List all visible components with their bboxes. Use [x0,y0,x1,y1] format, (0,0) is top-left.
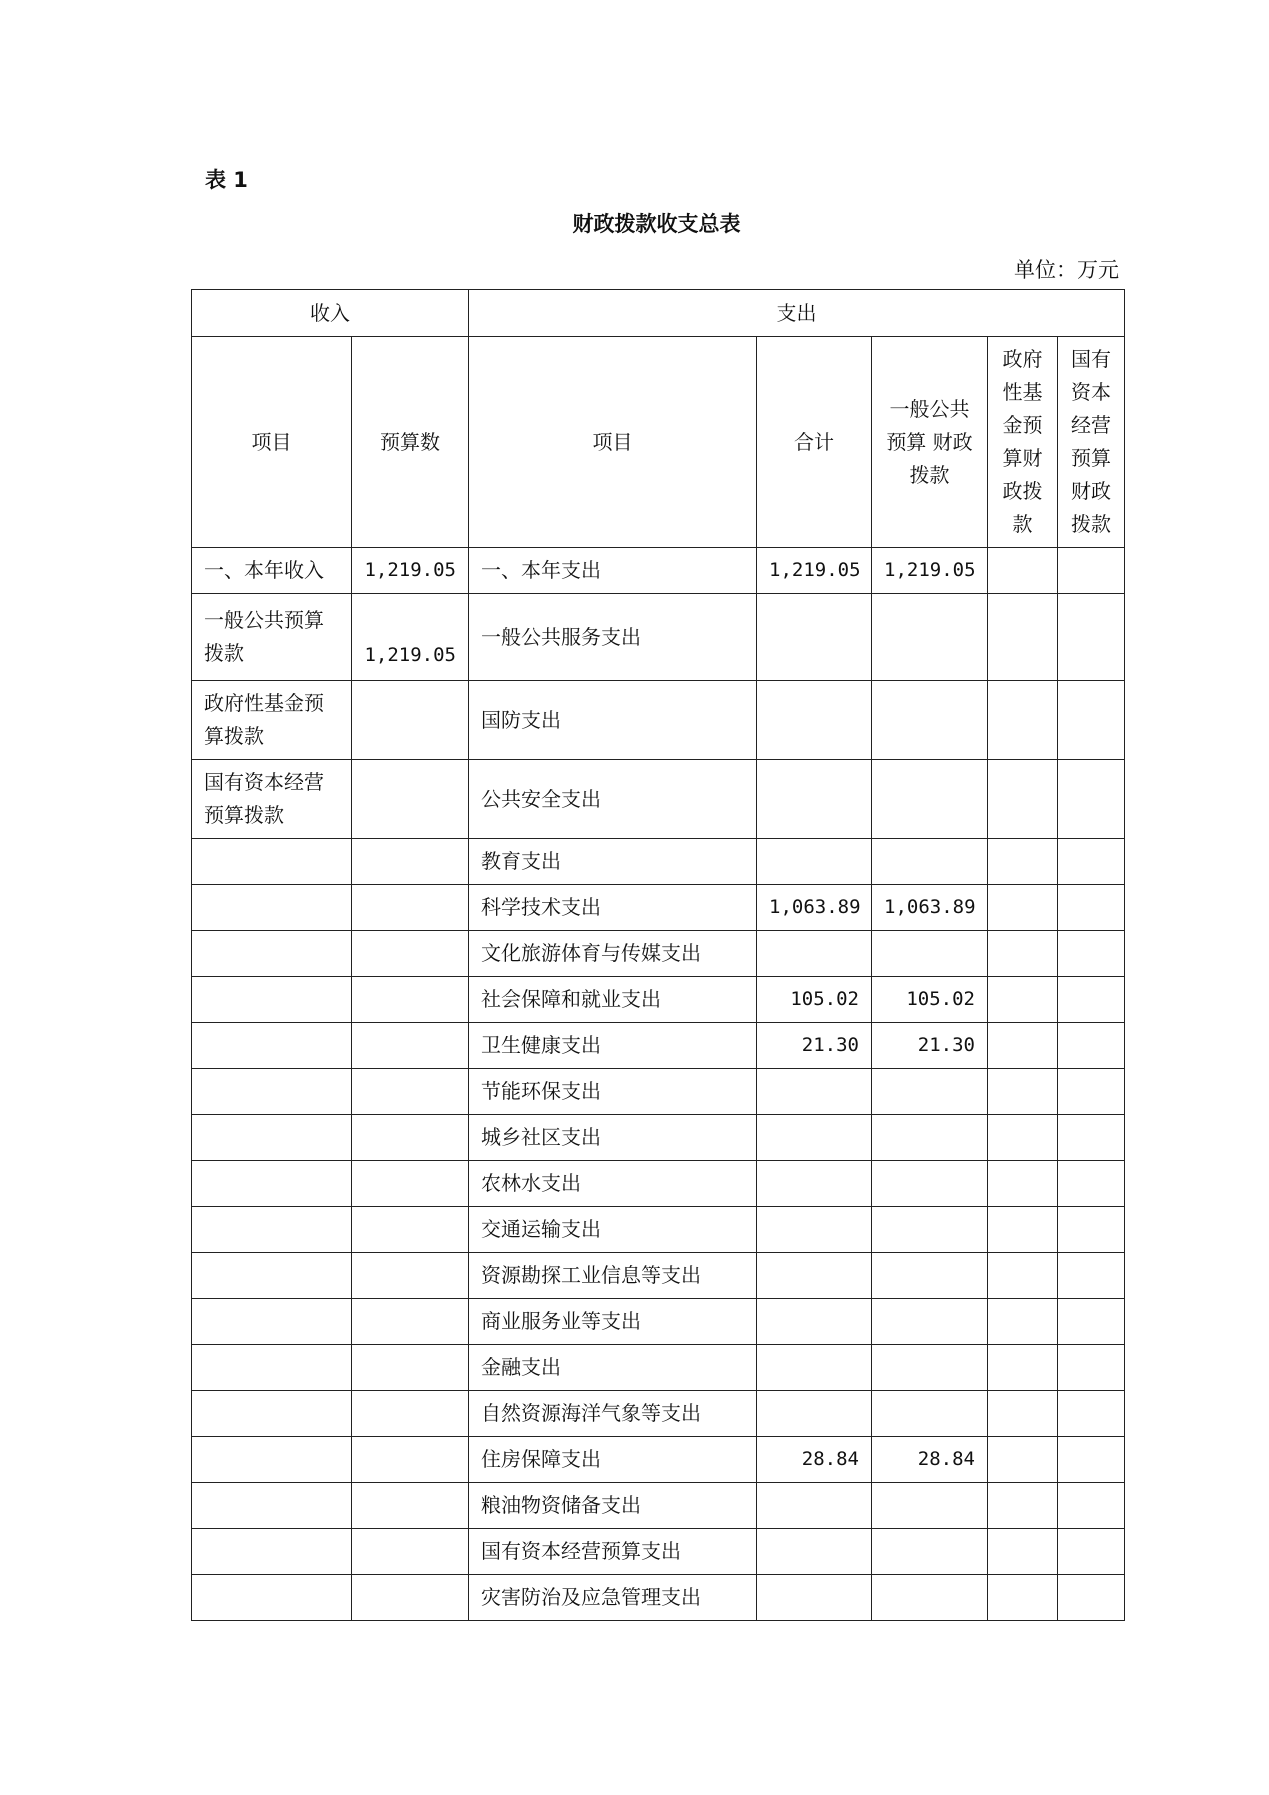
expense-item-cell: 国防支出 [469,681,757,760]
expense-gov-fund-cell [988,594,1058,681]
expense-general-cell: 28.84 [872,1437,988,1483]
expense-state-capital-cell [1058,1529,1125,1575]
header-total: 合计 [757,337,872,548]
expense-item-cell: 自然资源海洋气象等支出 [469,1391,757,1437]
expense-state-capital-cell [1058,977,1125,1023]
income-item-cell [192,1069,352,1115]
income-amount-cell [352,1069,469,1115]
expense-state-capital-cell [1058,1437,1125,1483]
table-row [192,681,1125,760]
expense-general-cell [872,1253,988,1299]
expense-total-cell [757,760,872,839]
expense-state-capital-cell [1058,1207,1125,1253]
income-amount-cell [352,977,469,1023]
expense-general-cell: 1,063.89 [872,885,988,931]
expense-general-cell [872,1345,988,1391]
expense-item-cell: 教育支出 [469,839,757,885]
table-row [192,594,1125,681]
expense-gov-fund-cell [988,1161,1058,1207]
table-row [192,1023,1125,1069]
expense-state-capital-cell [1058,1023,1125,1069]
income-item-cell: 一般公共预算拨款 [192,594,352,681]
expense-gov-fund-cell [988,1023,1058,1069]
expense-gov-fund-cell [988,885,1058,931]
income-item-cell [192,1437,352,1483]
expense-state-capital-cell [1058,594,1125,681]
expense-gov-fund-cell [988,760,1058,839]
expense-item-cell: 农林水支出 [469,1161,757,1207]
income-item-cell [192,1529,352,1575]
income-amount-cell [352,1023,469,1069]
income-amount-cell [352,885,469,931]
expense-general-cell: 1,219.05 [872,548,988,594]
expense-item-cell: 文化旅游体育与传媒支出 [469,931,757,977]
income-amount-cell [352,1391,469,1437]
expense-total-cell [757,1115,872,1161]
expense-total-cell: 1,219.05 [757,548,872,594]
expense-item-cell: 公共安全支出 [469,760,757,839]
expense-gov-fund-cell [988,1207,1058,1253]
expense-total-cell [757,1391,872,1437]
expense-general-cell: 105.02 [872,977,988,1023]
budget-table [191,289,1125,1621]
expense-gov-fund-cell [988,1575,1058,1621]
expense-gov-fund-cell [988,839,1058,885]
expense-item-cell: 国有资本经营预算支出 [469,1529,757,1575]
table-row [192,1115,1125,1161]
expense-general-cell [872,1529,988,1575]
income-amount-cell [352,1253,469,1299]
income-item-cell [192,1575,352,1621]
income-amount-cell [352,1529,469,1575]
expense-state-capital-cell [1058,681,1125,760]
expense-item-cell: 一、本年支出 [469,548,757,594]
table-row [192,1207,1125,1253]
income-item-cell: 国有资本经营预算拨款 [192,760,352,839]
expense-item-cell: 卫生健康支出 [469,1023,757,1069]
header-general-budget: 一般公共预算 财政拨款 [872,337,988,548]
income-amount-cell [352,1299,469,1345]
expense-state-capital-cell [1058,548,1125,594]
income-item-cell [192,1483,352,1529]
table-row [192,931,1125,977]
expense-general-cell [872,594,988,681]
expense-gov-fund-cell [988,1115,1058,1161]
header-gov-fund: 政府性基金预算财政拨款 [988,337,1058,548]
expense-item-cell: 资源勘探工业信息等支出 [469,1253,757,1299]
expense-item-cell: 商业服务业等支出 [469,1299,757,1345]
expense-state-capital-cell [1058,1069,1125,1115]
income-amount-cell [352,1207,469,1253]
table-row [192,1345,1125,1391]
expense-total-cell [757,1207,872,1253]
expense-item-cell: 粮油物资储备支出 [469,1483,757,1529]
expense-gov-fund-cell [988,1345,1058,1391]
income-item-cell [192,1161,352,1207]
expense-total-cell: 105.02 [757,977,872,1023]
expense-total-cell [757,931,872,977]
expense-general-cell [872,1391,988,1437]
income-item-cell [192,1299,352,1345]
expense-general-cell [872,760,988,839]
income-amount-cell [352,1437,469,1483]
expense-total-cell [757,1483,872,1529]
table-row [192,1529,1125,1575]
table-row [192,1069,1125,1115]
expense-gov-fund-cell [988,1253,1058,1299]
expense-general-cell [872,1483,988,1529]
income-item-cell: 政府性基金预算拨款 [192,681,352,760]
expense-total-cell: 1,063.89 [757,885,872,931]
expense-general-cell: 21.30 [872,1023,988,1069]
expense-gov-fund-cell [988,931,1058,977]
expense-state-capital-cell [1058,1161,1125,1207]
header-state-capital: 国有资本经营预算财政拨款 [1058,337,1125,548]
table-row [192,1161,1125,1207]
expense-total-cell [757,839,872,885]
income-amount-cell [352,1161,469,1207]
income-item-cell [192,1345,352,1391]
income-item-cell [192,931,352,977]
unit-label: 单位：万元 [1014,258,1119,282]
income-item-cell [192,1115,352,1161]
expense-general-cell [872,1115,988,1161]
expense-item-cell: 节能环保支出 [469,1069,757,1115]
expense-total-cell [757,1253,872,1299]
expense-item-cell: 城乡社区支出 [469,1115,757,1161]
income-amount-cell [352,1345,469,1391]
expense-item-cell: 科学技术支出 [469,885,757,931]
income-amount-cell: 1,219.05 [352,548,469,594]
income-item-cell [192,839,352,885]
income-item-cell [192,977,352,1023]
income-item-cell [192,1253,352,1299]
header-expense: 支出 [469,290,1125,337]
expense-general-cell [872,1575,988,1621]
table-row [192,1391,1125,1437]
expense-general-cell [872,1069,988,1115]
header-expense-item: 项目 [469,337,757,548]
expense-state-capital-cell [1058,1483,1125,1529]
expense-gov-fund-cell [988,681,1058,760]
expense-item-cell: 交通运输支出 [469,1207,757,1253]
expense-total-cell [757,1069,872,1115]
table-row [192,548,1125,594]
table-row [192,1483,1125,1529]
table-row [192,760,1125,839]
income-item-cell [192,885,352,931]
expense-state-capital-cell [1058,1345,1125,1391]
expense-general-cell [872,839,988,885]
expense-state-capital-cell [1058,885,1125,931]
expense-total-cell [757,1575,872,1621]
income-amount-cell [352,681,469,760]
header-income: 收入 [192,290,469,337]
expense-gov-fund-cell [988,1529,1058,1575]
expense-item-cell: 灾害防治及应急管理支出 [469,1575,757,1621]
income-item-cell [192,1207,352,1253]
expense-state-capital-cell [1058,839,1125,885]
income-item-cell [192,1023,352,1069]
table-row [192,839,1125,885]
expense-total-cell: 28.84 [757,1437,872,1483]
expense-general-cell [872,1161,988,1207]
table-row [192,1253,1125,1299]
expense-total-cell [757,1345,872,1391]
table-row [192,1299,1125,1345]
expense-item-cell: 住房保障支出 [469,1437,757,1483]
expense-state-capital-cell [1058,1575,1125,1621]
table-row [192,1437,1125,1483]
income-item-cell [192,1391,352,1437]
header-income-item: 项目 [192,337,352,548]
expense-total-cell [757,1299,872,1345]
page-title: 财政拨款收支总表 [572,212,741,236]
table-row [192,977,1125,1023]
expense-state-capital-cell [1058,931,1125,977]
income-amount-cell [352,760,469,839]
expense-gov-fund-cell [988,548,1058,594]
expense-total-cell [757,681,872,760]
header-income-budget: 预算数 [352,337,469,548]
expense-general-cell [872,931,988,977]
table-label: 表 1 [205,168,248,192]
table-row [192,885,1125,931]
expense-total-cell: 21.30 [757,1023,872,1069]
expense-gov-fund-cell [988,1391,1058,1437]
expense-item-cell: 社会保障和就业支出 [469,977,757,1023]
expense-general-cell [872,681,988,760]
expense-general-cell [872,1207,988,1253]
income-amount-cell [352,1483,469,1529]
expense-state-capital-cell [1058,1115,1125,1161]
expense-total-cell [757,1161,872,1207]
expense-state-capital-cell [1058,1253,1125,1299]
expense-item-cell: 一般公共服务支出 [469,594,757,681]
table-row [192,1575,1125,1621]
expense-gov-fund-cell [988,1437,1058,1483]
expense-general-cell [872,1299,988,1345]
expense-gov-fund-cell [988,1069,1058,1115]
expense-state-capital-cell [1058,760,1125,839]
expense-item-cell: 金融支出 [469,1345,757,1391]
income-amount-cell [352,839,469,885]
expense-gov-fund-cell [988,1299,1058,1345]
income-amount-cell: 1,219.05 [352,594,469,681]
expense-gov-fund-cell [988,1483,1058,1529]
income-amount-cell [352,1575,469,1621]
expense-total-cell [757,1529,872,1575]
expense-gov-fund-cell [988,977,1058,1023]
income-item-cell: 一、本年收入 [192,548,352,594]
expense-total-cell [757,594,872,681]
income-amount-cell [352,1115,469,1161]
income-amount-cell [352,931,469,977]
expense-state-capital-cell [1058,1299,1125,1345]
expense-state-capital-cell [1058,1391,1125,1437]
